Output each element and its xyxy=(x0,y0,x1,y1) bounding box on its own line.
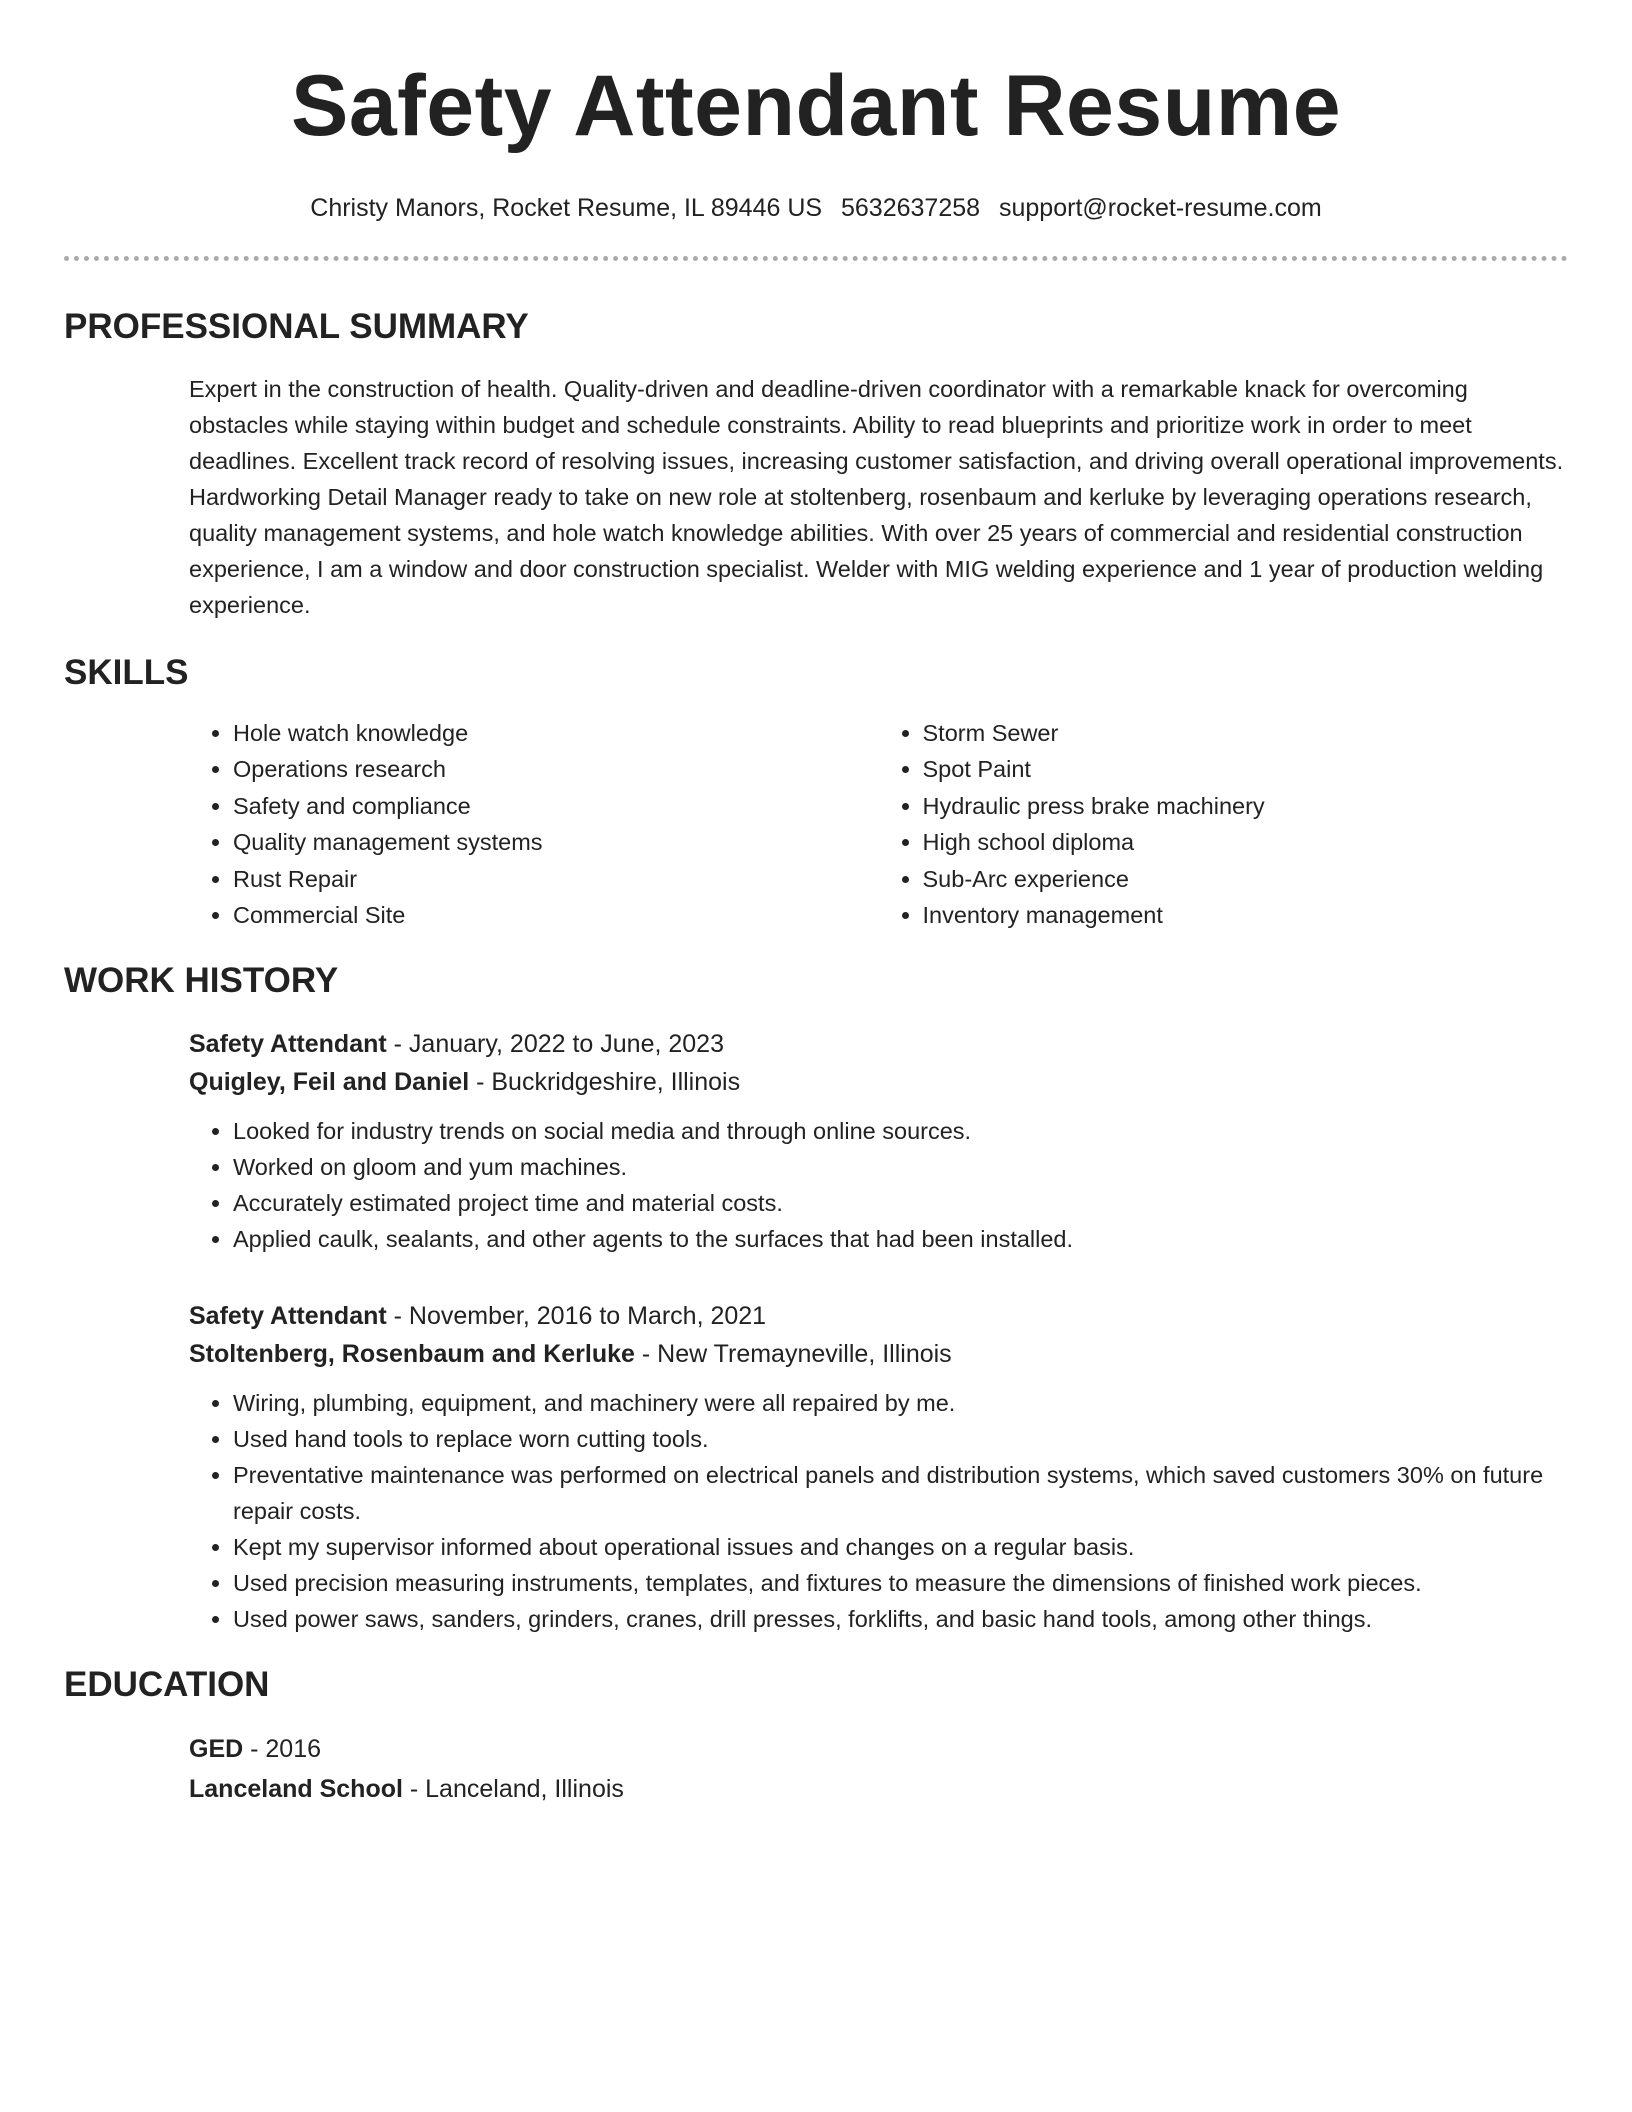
education-year: - 2016 xyxy=(243,1735,322,1764)
skill-item: • Sub-Arc experience xyxy=(923,861,1569,897)
job-bullet: • Looked for industry trends on social media and through online sources. xyxy=(233,1113,1568,1149)
summary-heading: PROFESSIONAL SUMMARY xyxy=(64,307,529,346)
contact-address: Christy Manors, Rocket Resume, IL 89446 US xyxy=(310,194,823,222)
education-heading: EDUCATION xyxy=(64,1665,270,1705)
resume-title: Safety Attendant Resume xyxy=(290,58,1342,154)
education-school-line xyxy=(189,1769,1568,1809)
job-bullet: • Accurately estimated project time and material costs. xyxy=(233,1185,1568,1221)
skill-item: • Storm Sewer xyxy=(923,715,1569,751)
skill-item: • Commercial Site xyxy=(233,897,879,933)
job-bullet: • Used power saws, sanders, grinders, cranes, drill presses, forklifts, and basic hand tools, among other things. xyxy=(233,1601,1568,1637)
job-title-line xyxy=(189,1297,1568,1335)
education-entry xyxy=(189,1729,1568,1809)
skill-item: • Hydraulic press brake machinery xyxy=(923,788,1569,824)
job-bullet: • Worked on gloom and yum machines. xyxy=(233,1149,1568,1185)
education-location: - Lanceland, Illinois xyxy=(402,1775,624,1804)
contact-line xyxy=(64,192,1568,224)
education-degree-line xyxy=(189,1729,1568,1769)
job-company: Quigley, Feil and Daniel xyxy=(189,1068,470,1097)
skills-list xyxy=(189,715,1568,933)
job-dates: - November, 2016 to March, 2021 xyxy=(386,1302,767,1331)
skill-item: • Spot Paint xyxy=(923,751,1569,787)
skills-column-right xyxy=(879,715,1569,933)
job-dates: - January, 2022 to June, 2023 xyxy=(386,1030,724,1059)
job-company-line xyxy=(189,1335,1568,1373)
job-bullet: • Preventative maintenance was performed on electrical panels and distribution systems, which saved customers 30% on future repair costs. xyxy=(233,1457,1568,1529)
contact-phone: 5632637258 xyxy=(841,194,981,222)
contact-email: support@rocket-resume.com xyxy=(999,194,1322,222)
job-title: Safety Attendant xyxy=(189,1302,387,1331)
job-bullet: • Wiring, plumbing, equipment, and machinery were all repaired by me. xyxy=(233,1385,1568,1421)
summary-text: Expert in the construction of health. Quality-driven and deadline-driven coordinator with a remarkable knack for overcoming obstacles while staying within budget and schedule constraints. Ability to read blueprints and prioritize work in order to meet deadlines. Excellent track record of resolving issues, increasing customer satisfaction, and driving overall operational improvements. Hardworking Detail Manager ready to take on new role at stoltenberg, rosenbaum and kerluke by leveraging operations research, quality management systems, and hole watch knowledge abilities. With over 25 years of commercial and residential construction experience, I am a window and door construction specialist. Welder with MIG welding experience and 1 year of production welding experience. xyxy=(189,376,1564,618)
skill-item: • Inventory management xyxy=(923,897,1569,933)
skill-item: • Rust Repair xyxy=(233,861,879,897)
skill-item: • Operations research xyxy=(233,751,879,787)
skill-item: • High school diploma xyxy=(923,824,1569,860)
work-history-heading: WORK HISTORY xyxy=(64,961,339,1001)
skill-item: • Safety and compliance xyxy=(233,788,879,824)
skills-column-left xyxy=(189,715,879,933)
job-company: Stoltenberg, Rosenbaum and Kerluke xyxy=(189,1340,635,1369)
job-location: - New Tremayneville, Illinois xyxy=(634,1340,952,1369)
job-bullet: • Kept my supervisor informed about operational issues and changes on a regular basis. xyxy=(233,1529,1568,1565)
job-bullet: • Applied caulk, sealants, and other agents to the surfaces that had been installed. xyxy=(233,1221,1568,1257)
education-school: Lanceland School xyxy=(189,1775,403,1804)
job-bullets xyxy=(189,1385,1568,1637)
job-bullets xyxy=(189,1113,1568,1257)
job-bullet: • Used hand tools to replace worn cutting tools. xyxy=(233,1421,1568,1457)
header-divider xyxy=(64,256,1568,261)
job-entry xyxy=(189,1297,1568,1637)
job-bullet: • Used precision measuring instruments, templates, and fixtures to measure the dimensions of finished work pieces. xyxy=(233,1565,1568,1601)
resume-page xyxy=(64,0,1568,1809)
job-title: Safety Attendant xyxy=(189,1030,387,1059)
education-degree: GED xyxy=(189,1735,244,1764)
skill-item: • Hole watch knowledge xyxy=(233,715,879,751)
job-entry xyxy=(189,1025,1568,1257)
skill-item: • Quality management systems xyxy=(233,824,879,860)
job-location: - Buckridgeshire, Illinois xyxy=(469,1068,741,1097)
skills-heading: SKILLS xyxy=(64,653,189,692)
job-title-line xyxy=(189,1025,1568,1063)
job-company-line xyxy=(189,1063,1568,1101)
